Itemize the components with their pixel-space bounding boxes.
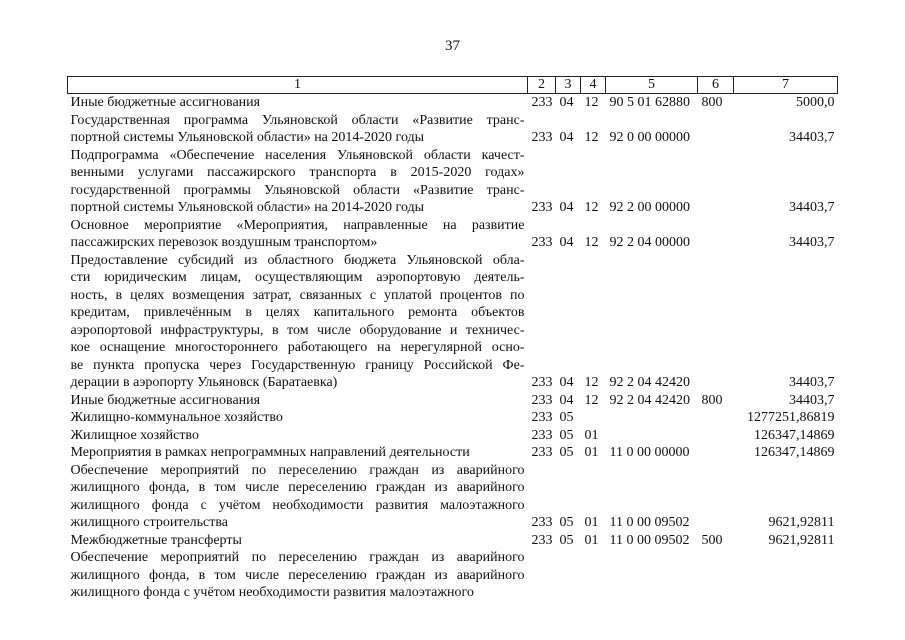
row-name: [68, 427, 528, 445]
table-row: [68, 217, 838, 252]
row-name-line: портной системы Ульяновской области» на 2014-2020 годы: [70, 200, 425, 215]
row-c3: 05: [559, 410, 574, 425]
row-c3: 04: [559, 392, 574, 408]
row-name: [68, 392, 528, 410]
row-c7: 5000,0: [796, 95, 835, 110]
row-name-line: ность, в целях возмещения затрат, связанных с уплатой процентов по: [70, 287, 525, 303]
row-c4: 12: [584, 375, 599, 390]
row-c4: 12: [584, 235, 599, 250]
row-c5: 11 0 00 09502: [609, 532, 690, 548]
row-name-line: кредитам, привлечённым в целях капитального ремонта объектов: [70, 305, 525, 320]
row-c2: [528, 549, 556, 602]
row-c2: 233: [531, 410, 553, 425]
row-name-line: государственной программы Ульяновской области «Развитие транс-: [70, 182, 525, 198]
row-c4: 12: [584, 95, 599, 110]
row-c2: 233: [531, 235, 553, 250]
row-c5: 92 2 04 42420: [609, 375, 690, 390]
row-c5: [606, 427, 698, 445]
row-name-line: жилищного фонда, в том числе переселению граждан из аварийного: [70, 567, 525, 583]
row-c3: 05: [559, 445, 574, 460]
row-c5: 92 0 00 00000: [609, 130, 690, 145]
row-c2: 233: [531, 515, 553, 530]
row-c2: 233: [531, 445, 553, 460]
header-col-5: 5: [606, 77, 698, 94]
row-c3: [556, 549, 581, 602]
table-row: [68, 252, 838, 392]
table-row: [68, 549, 838, 602]
row-c2: 233: [531, 375, 553, 390]
row-c6: [698, 462, 734, 532]
row-c6: [698, 549, 734, 602]
row-c3: 05: [559, 532, 574, 548]
row-c5: [606, 549, 698, 602]
row-c6: [698, 252, 734, 392]
header-col-4: 4: [581, 77, 606, 94]
row-c7: 34403,7: [789, 375, 835, 390]
table-row: [68, 427, 838, 445]
row-name: [68, 252, 528, 392]
row-c3: 04: [559, 235, 574, 250]
row-c7: 34403,7: [789, 130, 835, 145]
table-header: [68, 77, 838, 94]
row-name: [68, 409, 528, 427]
row-c4: [581, 409, 606, 427]
row-name-line: сти юридическим лицам, осуществляющим аэропортовую деятель-: [70, 270, 525, 285]
row-name: [68, 112, 528, 147]
table-row: [68, 112, 838, 147]
row-c2: 233: [531, 200, 553, 215]
row-name: [68, 532, 528, 550]
row-name: [68, 217, 528, 252]
budget-table: [67, 76, 838, 602]
row-name: [68, 147, 528, 217]
row-c4: 01: [584, 532, 599, 548]
row-c6: 800: [701, 392, 723, 408]
row-c5: 11 0 00 00000: [609, 445, 690, 460]
row-name-line: Межбюджетные трансферты: [70, 532, 242, 548]
row-c4: 01: [584, 427, 599, 443]
header-col-2: 2: [528, 77, 556, 94]
row-name-line: портной системы Ульяновской области» на 2014-2020 годы: [70, 130, 425, 145]
table-row: [68, 409, 838, 427]
row-c6: 800: [701, 95, 723, 110]
row-name-line: Жилищно-коммунальное хозяйство: [70, 410, 283, 425]
row-c6: 500: [701, 532, 723, 548]
row-c6: [698, 112, 734, 147]
row-c4: 12: [584, 200, 599, 215]
row-c2: 233: [531, 392, 553, 408]
header-col-1: 1: [68, 77, 528, 94]
row-name-line: аэропортовой инфраструктуры, в том числе оборудование и техничес-: [70, 322, 525, 338]
row-c6: [698, 444, 734, 462]
row-c7: 34403,7: [789, 200, 835, 215]
row-c7: 34403,7: [789, 392, 835, 408]
row-c7: 34403,7: [789, 235, 835, 250]
row-c3: 04: [559, 95, 574, 110]
row-c2: 233: [531, 532, 553, 548]
row-name-line: Предоставление субсидий из областного бюджета Ульяновской обла-: [70, 252, 525, 268]
row-c5: 92 2 04 00000: [609, 235, 690, 250]
row-name-line: Основное мероприятие «Мероприятия, направленные на развитие: [70, 217, 525, 233]
row-c4: 01: [584, 445, 599, 460]
row-name-line: Подпрограмма «Обеспечение населения Ульяновской области качест-: [70, 147, 525, 163]
row-name-line: Иные бюджетные ассигнования: [70, 392, 261, 408]
row-c5: 90 5 01 62880: [609, 95, 690, 110]
row-name-line: жилищного строительства: [70, 515, 228, 530]
row-name-line: Обеспечение мероприятий по переселению граждан из аварийного: [70, 550, 525, 565]
table-row: [68, 94, 838, 112]
row-name-line: Жилищное хозяйство: [70, 427, 199, 443]
row-name: [68, 549, 528, 602]
row-c4: 12: [584, 130, 599, 145]
row-c6: [698, 217, 734, 252]
row-c7: 126347,14869: [754, 445, 835, 460]
row-c3: 04: [559, 375, 574, 390]
row-name-line: дерации в аэропорту Ульяновск (Баратаевка): [70, 375, 338, 390]
row-c2: 233: [531, 95, 553, 110]
row-c2: 233: [531, 427, 553, 443]
row-c3: 04: [559, 130, 574, 145]
row-name-line: жилищного фонда с учётом необходимости развития малоэтажного: [70, 585, 474, 600]
row-c5: 11 0 00 09502: [609, 515, 690, 530]
row-c5: 92 2 00 00000: [609, 200, 690, 215]
row-c4: [581, 549, 606, 602]
row-name-line: Иные бюджетные ассигнования: [70, 95, 261, 110]
header-col-6: 6: [698, 77, 734, 94]
row-name-line: венными услугами пассажирского транспорта в 2015-2020 годах»: [70, 165, 525, 180]
row-c6: [698, 409, 734, 427]
row-name: [68, 462, 528, 532]
row-c7: 9621,92811: [768, 515, 835, 530]
row-c6: [698, 427, 734, 445]
row-name-line: жилищного фонда, в том числе переселению граждан из аварийного: [70, 480, 525, 495]
row-c7: 9621,92811: [768, 532, 835, 548]
page-number: 37: [445, 38, 460, 54]
table-row: [68, 147, 838, 217]
row-c3: 05: [559, 427, 574, 443]
row-name-line: Государственная программа Ульяновской области «Развитие транс-: [70, 112, 525, 128]
row-name: [68, 444, 528, 462]
row-c6: [698, 147, 734, 217]
row-name-line: Мероприятия в рамках непрограммных направлений деятельности: [70, 445, 470, 460]
row-name-line: кое оснащение многостороннего работающего на нерегулярной осно-: [70, 340, 525, 355]
table-row: [68, 532, 838, 550]
table-body: [68, 94, 838, 602]
row-c7: 1277251,86819: [747, 410, 835, 425]
row-name-line: Обеспечение мероприятий по переселению граждан из аварийного: [70, 462, 525, 478]
row-name: [68, 94, 528, 112]
row-c4: 01: [584, 515, 599, 530]
row-c7: [734, 549, 838, 602]
row-c5: 92 2 04 42420: [609, 392, 690, 408]
row-c3: 04: [559, 200, 574, 215]
row-c2: 233: [531, 130, 553, 145]
header-col-3: 3: [556, 77, 581, 94]
row-c7: 126347,14869: [754, 427, 835, 443]
table-row: [68, 444, 838, 462]
row-name-line: ве пункта пропуска через Государственную границу Российской Фе-: [70, 357, 525, 373]
row-c5: [606, 409, 698, 427]
row-name-line: жилищного фонда с учётом необходимости развития малоэтажного: [70, 497, 525, 513]
row-c3: 05: [559, 515, 574, 530]
table-row: [68, 462, 838, 532]
row-name-line: пассажирских перевозок воздушным транспортом»: [70, 235, 378, 250]
row-c4: 12: [584, 392, 599, 408]
header-col-7: 7: [734, 77, 838, 94]
table-row: [68, 392, 838, 410]
